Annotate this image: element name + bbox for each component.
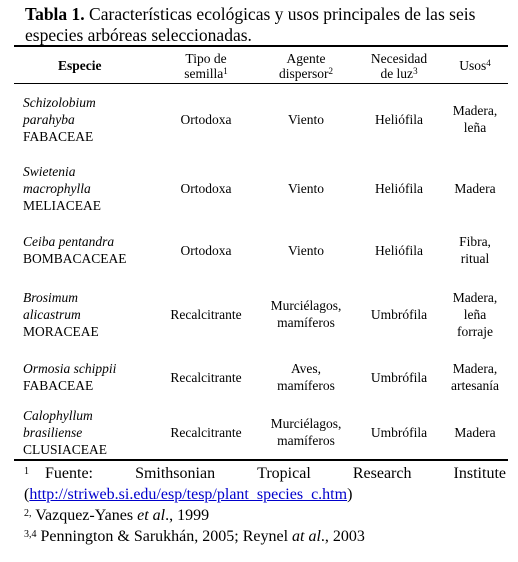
species-name-line2: brasiliense	[23, 424, 83, 440]
footnote-2-sup: 2,	[24, 508, 32, 519]
species-cell	[14, 279, 156, 349]
header-light-need	[356, 48, 442, 83]
header-light-line2: de luz	[380, 65, 414, 81]
seed-type-cell: Ortodoxa	[180, 242, 232, 258]
table-row	[14, 221, 508, 279]
dispersal-line2: mamíferos	[277, 433, 335, 448]
header-uses-sup: 4	[486, 58, 491, 68]
dispersal-line1: Murciélagos,	[270, 298, 342, 313]
dispersal-line1: Murciélagos,	[270, 416, 342, 431]
header-disp-line1: Agente	[286, 50, 326, 66]
uses-line2: artesanía	[451, 378, 499, 393]
uses-line1: Madera,	[452, 103, 498, 118]
seed-type-cell: Recalcitrante	[170, 424, 242, 440]
table-caption	[25, 4, 505, 46]
footnote-1-word4: Research	[352, 465, 412, 482]
footnote-1-word3: Tropical	[257, 465, 311, 482]
header-species: Especie	[58, 58, 102, 73]
table-row	[14, 279, 508, 349]
header-dispersal-agent	[256, 48, 356, 83]
header-disp-line2: dispersor	[279, 65, 329, 81]
species-family: MELIACEAE	[23, 197, 101, 213]
species-name-line2: macrophylla	[23, 180, 91, 196]
seed-type-cell: Recalcitrante	[170, 306, 242, 322]
dispersal-line2: mamíferos	[277, 378, 335, 393]
dispersal-cell	[256, 405, 356, 459]
uses-cell	[442, 221, 508, 279]
header-seed-type	[156, 48, 256, 83]
header-seed-line1: Tipo de	[185, 50, 227, 66]
species-cell	[14, 83, 156, 155]
species-family: FABACEAE	[23, 378, 94, 393]
species-name-line1: Brosimum	[23, 289, 79, 305]
header-seed-sup: 1	[223, 65, 228, 76]
header-light-line1: Necesidad	[370, 50, 428, 66]
top-rule	[14, 45, 508, 47]
seed-type-cell: Recalcitrante	[170, 369, 242, 385]
footnote-3: $^{3,4}$ Pennington & Sarukhán, 2005; Reynel at al., 2003	[24, 528, 365, 545]
footnote-3-sup: 3,4	[24, 529, 37, 540]
species-cell	[14, 221, 156, 279]
header-disp-sup: 2	[328, 65, 333, 76]
source-link[interactable]: http://striweb.si.edu/esp/tesp/plant_species_c.htm	[29, 486, 348, 503]
footnote-1-sup: 1	[24, 466, 29, 477]
light-cell: Heliófila	[375, 111, 423, 127]
seed-type-cell: Ortodoxa	[180, 111, 232, 127]
uses-line1: Madera,	[452, 361, 498, 376]
footnote-2: $^{2,}$ Vazquez-Yanes et al., 1999	[24, 507, 210, 524]
species-family: MORACEAE	[23, 323, 99, 339]
light-cell: Umbrófila	[370, 424, 428, 440]
header-uses	[442, 48, 508, 83]
caption-label: Tabla 1.	[25, 4, 85, 24]
species-name-line1: Ceiba pentandra	[23, 234, 115, 249]
footnotes	[24, 463, 506, 547]
dispersal-cell	[256, 279, 356, 349]
uses-line2: leña	[463, 306, 487, 322]
species-cell	[14, 349, 156, 405]
footnote-1-word5: Institute	[453, 465, 506, 482]
species-cell	[14, 155, 156, 221]
light-cell: Heliófila	[375, 242, 423, 258]
uses-line1: Madera,	[452, 289, 498, 305]
species-name-line2: alicastrum	[23, 306, 81, 322]
footnote-1-word2: Smithsonian	[135, 465, 216, 482]
species-name-line2: parahyba	[23, 111, 75, 127]
species-name-line1: Schizolobium	[23, 94, 96, 110]
uses-line2: leña	[463, 120, 487, 135]
table-row	[14, 349, 508, 405]
table-row	[14, 405, 508, 459]
header-row	[14, 48, 508, 83]
header-uses-label: Usos	[459, 58, 487, 73]
species-cell	[14, 405, 156, 459]
uses-cell: Madera	[454, 424, 496, 440]
bottom-rule	[14, 459, 508, 461]
table-row	[14, 155, 508, 221]
species-family: CLUSIACEAE	[23, 441, 107, 457]
species-family: FABACEAE	[23, 128, 94, 144]
dispersal-line1: Aves,	[290, 361, 322, 376]
dispersal-line2: mamíferos	[277, 315, 335, 330]
light-cell: Heliófila	[375, 180, 423, 196]
uses-cell	[442, 279, 508, 349]
dispersal-cell: Viento	[288, 180, 324, 196]
footnote-1-word1: Fuente:	[45, 465, 93, 482]
dispersal-cell: Viento	[288, 111, 324, 127]
dispersal-cell	[256, 349, 356, 405]
uses-cell: Madera	[454, 180, 496, 196]
header-light-sup: 3	[413, 65, 418, 76]
caption-text: Características ecológicas y usos principales de las seis especies arbóreas seleccionadas.	[25, 4, 476, 45]
species-family: BOMBACACEAE	[23, 251, 127, 266]
footnote-1-line1	[24, 463, 506, 484]
uses-line2: ritual	[460, 251, 490, 266]
light-cell: Umbrófila	[370, 369, 428, 385]
uses-line1: Fibra,	[459, 234, 491, 249]
uses-line3: forraje	[457, 323, 493, 339]
table-row	[14, 83, 508, 155]
species-name-line1: Ormosia schippii	[23, 361, 117, 376]
dispersal-cell: Viento	[288, 242, 324, 258]
species-name-line1: Calophyllum	[23, 407, 93, 423]
header-seed-line2: semilla	[184, 65, 224, 81]
light-cell: Umbrófila	[370, 306, 428, 322]
footnote-1-line2: (http://striweb.si.edu/esp/tesp/plant_species_c.htm)	[24, 486, 353, 503]
uses-cell	[442, 83, 508, 155]
species-table	[14, 48, 508, 459]
seed-type-cell: Ortodoxa	[180, 180, 232, 196]
uses-cell	[442, 349, 508, 405]
species-name-line1: Swietenia	[23, 163, 76, 179]
